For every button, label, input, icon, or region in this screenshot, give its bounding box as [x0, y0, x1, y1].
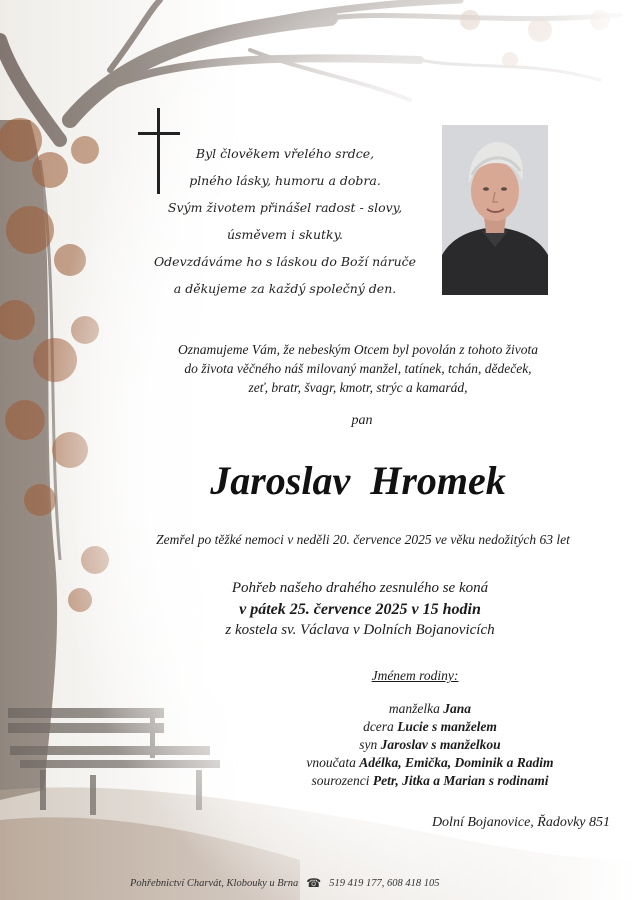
phone-icon: ☎: [306, 876, 322, 890]
poem-line: Byl člověkem vřelého srdce,: [195, 146, 375, 161]
memorial-poem: [150, 140, 420, 302]
poem-line: a děkujeme za každý společný den.: [173, 281, 397, 296]
poem-line: Odevzdáváme ho s láskou do Boží náruče: [153, 254, 417, 269]
relation-label: manželka: [388, 701, 444, 716]
undertaker-phones: 519 419 177, 608 418 105: [329, 878, 440, 889]
relation-label: dcera: [363, 719, 398, 734]
family-member-row: [240, 772, 620, 790]
family-heading: Jménem rodiny:: [371, 668, 459, 683]
relative-names: Jana: [443, 701, 472, 716]
announcement-line: Oznamujeme Vám, že nebeským Otcem byl povolán z tohoto života: [178, 342, 538, 357]
portrait-photo: [442, 125, 548, 295]
deceased-name: Jaroslav Hromek: [210, 458, 506, 503]
poem-line: úsměvem i skutky.: [227, 227, 343, 242]
death-notice: Zemřel po těžké nemoci v neděli 20. července 2025 ve věku nedožitých 63 let: [156, 532, 570, 547]
poem-line: Svým životem přinášel radost - slovy,: [167, 200, 403, 215]
funeral-location: z kostela sv. Václava v Dolních Bojanovicích: [225, 622, 495, 638]
relation-label: sourozenci: [311, 773, 373, 788]
family-list: [240, 700, 620, 790]
funeral-info: [150, 578, 570, 641]
relative-names: Jaroslav s manželkou: [380, 737, 501, 752]
salutation: pan: [351, 413, 373, 428]
undertaker-name: Pohřebnictví Charvát, Klobouky u Brna: [130, 878, 299, 889]
relation-label: syn: [359, 737, 381, 752]
announcement-text: [148, 340, 568, 397]
relation-label: vnoučata: [306, 755, 360, 770]
announcement-line: zeť, bratr, švagr, kmotr, strýc a kamarád,: [248, 380, 468, 395]
funeral-date-time: v pátek 25. července 2025 v 15 hodin: [239, 601, 481, 618]
family-member-row: [240, 754, 620, 772]
relative-names: Petr, Jitka a Marian s rodinami: [372, 773, 549, 788]
undertaker-footer: [130, 876, 560, 891]
family-member-row: [240, 700, 620, 718]
relative-names: Adélka, Emička, Dominik a Radim: [359, 755, 554, 770]
poem-line: plného lásky, humoru a dobra.: [189, 173, 381, 188]
family-member-row: [240, 718, 620, 736]
address: Dolní Bojanovice, Řadovky 851: [431, 815, 610, 830]
family-member-row: [240, 736, 620, 754]
relative-names: Lucie s manželem: [397, 719, 497, 734]
funeral-intro: Pohřeb našeho drahého zesnulého se koná: [231, 580, 489, 596]
announcement-line: do života věčného náš milovaný manžel, tatínek, tchán, dědeček,: [184, 361, 532, 376]
